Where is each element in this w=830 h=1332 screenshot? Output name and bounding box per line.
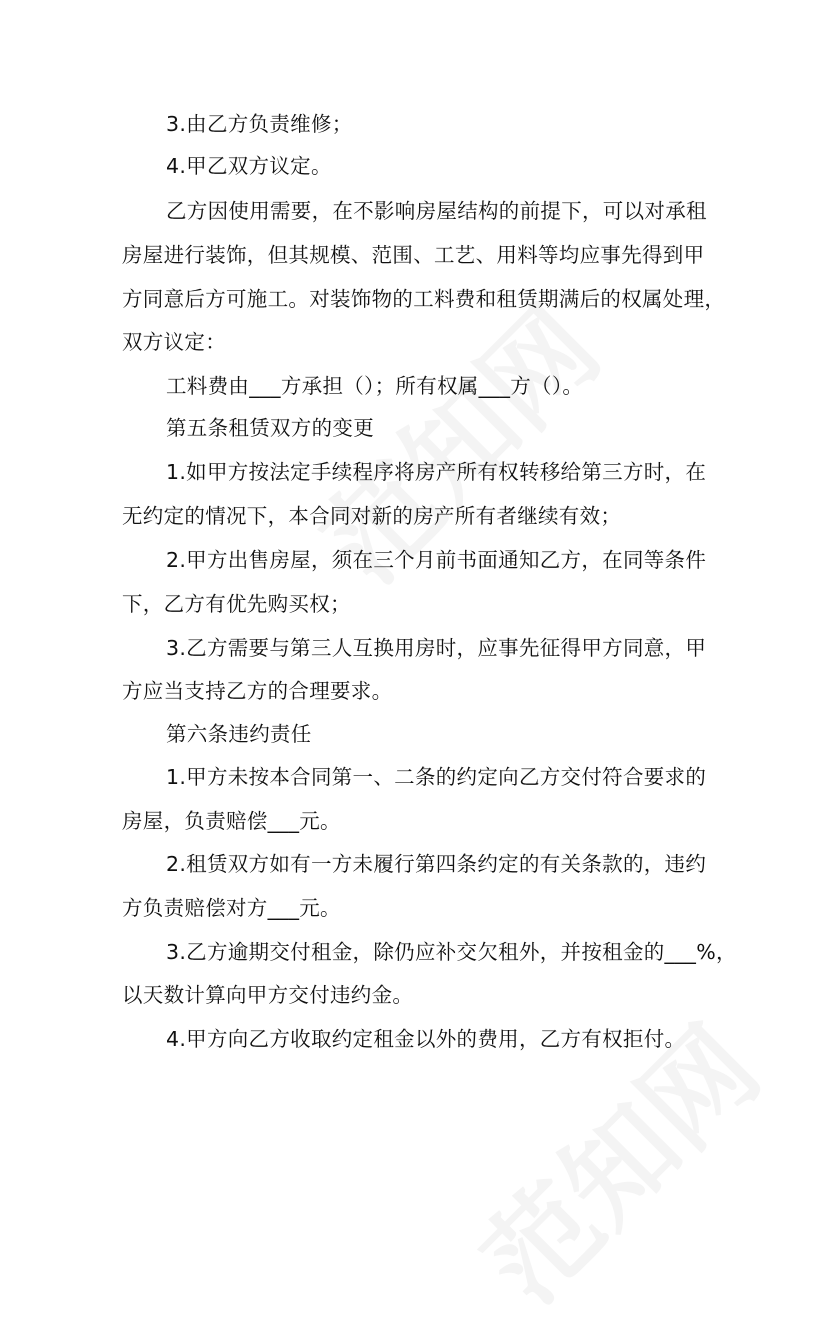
text-line: 方负责赔偿对方___元。 xyxy=(122,896,341,920)
section-heading: 第六条违约责任 xyxy=(166,722,312,746)
section-heading: 第五条租赁双方的变更 xyxy=(166,416,374,440)
text-line: 双方议定： xyxy=(122,330,226,354)
text-line: 方同意后方可施工。对装饰物的工料费和租赁期满后的权属处理， xyxy=(122,287,726,311)
text-line: 1.如甲方按法定手续程序将房产所有权转移给第三方时，在 xyxy=(166,460,707,484)
text-line: 乙方因使用需要，在不影响房屋结构的前提下，可以对承租 xyxy=(166,199,707,223)
text-line: 4.甲乙双方议定。 xyxy=(166,154,332,178)
text-line: 无约定的情况下，本合同对新的房产所有者继续有效； xyxy=(122,504,622,528)
text-line: 下，乙方有优先购买权； xyxy=(122,592,351,616)
text-line: 4.甲方向乙方收取约定租金以外的费用，乙方有权拒付。 xyxy=(166,1027,686,1051)
text-line: 房屋，负责赔偿___元。 xyxy=(122,809,341,833)
text-line: 3.乙方需要与第三人互换用房时，应事先征得甲方同意，甲 xyxy=(166,636,707,660)
text-line: 方应当支持乙方的合理要求。 xyxy=(122,679,393,703)
text-line: 3.乙方逾期交付租金，除仍应补交欠租外，并按租金的___%， xyxy=(166,940,737,964)
text-line: 以天数计算向甲方交付违约金。 xyxy=(122,983,414,1007)
text-line: 2.租赁双方如有一方未履行第四条约定的有关条款的，违约 xyxy=(166,852,707,876)
text-line: 3.由乙方负责维修； xyxy=(166,112,353,136)
text-line: 1.甲方未按本合同第一、二条的约定向乙方交付符合要求的 xyxy=(166,765,707,789)
text-line: 房屋进行装饰，但其规模、范围、工艺、用料等均应事先得到甲 xyxy=(122,243,705,267)
text-line: 2.甲方出售房屋，须在三个月前书面通知乙方，在同等条件 xyxy=(166,548,707,572)
text-line: 工料费由___方承担（）；所有权属___方（）。 xyxy=(166,374,584,398)
